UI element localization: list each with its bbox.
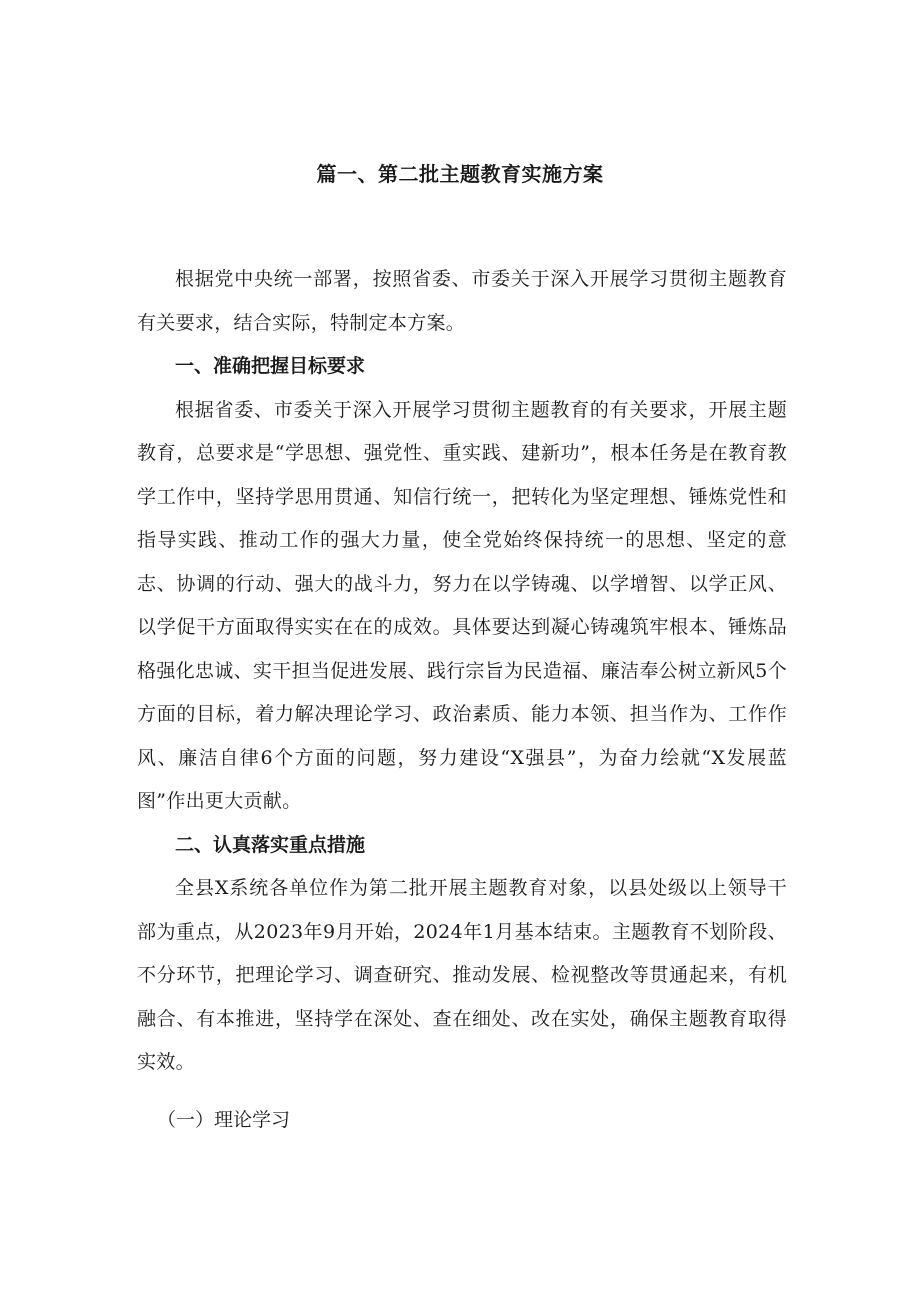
section-2-subheading: （一）理论学习: [157, 1108, 291, 1131]
document-body: [137, 258, 787, 1142]
section-2-paragraph: 全县X系统各单位作为第二批开展主题教育对象，以县处级以上领导干部为重点，从2023年9月开始，2024年1月基本结束。主题教育不划阶段、不分环节，把理论学习、调查研究、推动发展、检视整改等贯通起来，有机融合、有本推进，坚持学在深处、查在细处、改在实处，确保主题教育取得实效。: [137, 877, 787, 1073]
document-title: 篇一、第二批主题教育实施方案: [316, 162, 604, 186]
section-1-paragraph: 根据省委、市委关于深入开展学习贯彻主题教育的有关要求，开展主题教育，总要求是“学思想、强党性、重实践、建新功”，根本任务是在教育教学工作中，坚持学思用贯通、知信行统一，把转化为坚定理想、锤炼党性和指导实践、推动工作的强大力量，使全党始终保持统一的思想、坚定的意志、协调的行动、强大的战斗力，努力在以学铸魂、以学增智、以学正风、以学促干方面取得实实在在的成效。具体要达到凝心铸魂筑牢根本、锤炼品格强化忠诚、实干担当促进发展、践行宗旨为民造福、廉洁奉公树立新风5个方面的目标，着力解决理论学习、政治素质、能力本领、担当作为、工作作风、廉洁自律6个方面的问题，努力建设“X强县”，为奋力绘就“X发展蓝图”作出更大贡献。: [137, 398, 787, 812]
intro-paragraph: 根据党中央统一部署，按照省委、市委关于深入开展学习贯彻主题教育有关要求，结合实际，特制定本方案。: [137, 268, 787, 334]
section-1-heading: 一、准确把握目标要求: [175, 355, 366, 377]
section-2-heading: 二、认真落实重点措施: [175, 833, 366, 856]
